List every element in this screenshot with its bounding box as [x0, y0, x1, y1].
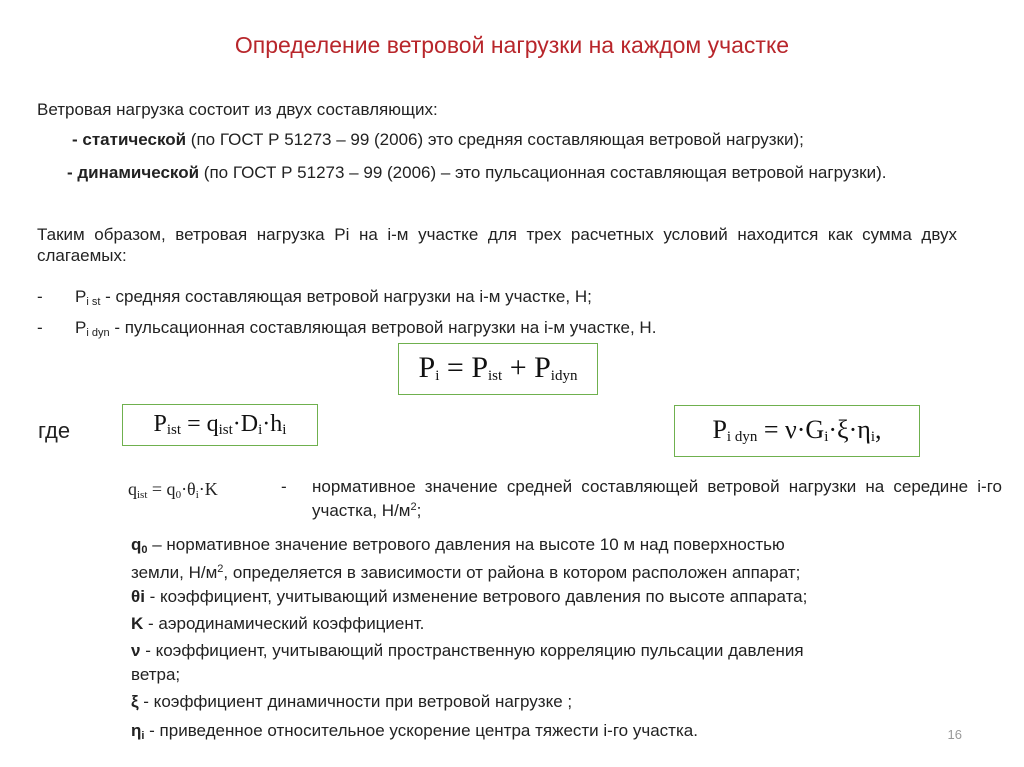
q0-line2 [131, 559, 800, 583]
formula-t2: P [534, 351, 551, 384]
qist-k: ·K [198, 479, 218, 499]
nu-label: ν [131, 641, 141, 660]
q0-line [131, 534, 785, 561]
q0-text3: , определяется в зависимости от района в котором расположен аппарат; [223, 563, 801, 582]
formula-p-sub: i [435, 368, 440, 384]
q0-sup: 2 [217, 563, 224, 575]
qist-theta: ·θ [181, 479, 196, 499]
formula-pist-box [122, 404, 318, 446]
q0-text: – нормативное значение ветрового давления на высоте 10 м над поверхностью [147, 535, 785, 554]
k-label: K [131, 614, 144, 633]
pidyn-p: P [712, 415, 727, 444]
bullet-pist-text: - средняя составляющая ветровой нагрузки на i-м участке, Н; [100, 287, 592, 306]
dynamic-term: - динамической [67, 163, 200, 182]
pist-h-sub: i [282, 422, 287, 438]
dynamic-line [37, 162, 989, 183]
q0-text2: земли, Н/м [131, 563, 218, 582]
nu-text: - коэффициент, учитывающий пространственную корреляцию пульсации давления [140, 641, 804, 660]
bullet-dash-1: - [37, 287, 43, 306]
xi-text: - коэффициент динамичности при ветровой нагрузке ; [138, 692, 573, 711]
bullet-pidyn-symbol: P [75, 318, 87, 337]
pist-p: P [153, 411, 167, 437]
pist-q: = q [181, 411, 219, 437]
theta-label: θi [131, 587, 145, 606]
q0-label: q [131, 535, 142, 554]
bullet-pist-symbol: P [75, 287, 87, 306]
formula-plus: + [502, 351, 535, 384]
k-line [131, 613, 424, 634]
eta-label: η [131, 721, 142, 740]
eta-sub: i [141, 730, 145, 742]
static-term: - статической [72, 130, 187, 149]
theta-line [131, 586, 807, 607]
static-desc: (по ГОСТ Р 51273 – 99 (2006) это средняя составляющая ветровой нагрузки); [186, 130, 804, 149]
main-formula-box [398, 343, 598, 395]
qist-theta-sub: i [195, 489, 199, 501]
q-desc-sup: 2 [410, 501, 417, 513]
nu-line [131, 640, 804, 661]
page-title: Определение ветровой нагрузки на каждом участке [234, 32, 790, 58]
xi-label: ξ [131, 692, 139, 711]
nu-line2: ветра; [131, 665, 181, 684]
q-desc [312, 476, 1002, 521]
static-line [72, 129, 804, 150]
q0-sub: 0 [141, 544, 148, 556]
q-desc-text: нормативное значение средней составляющей ветровой нагрузки на середине i-го участка, Н/м [312, 477, 1002, 520]
where-label: где [38, 418, 71, 443]
eta-text: - приведенное относительное ускорение центра тяжести i-го участка. [144, 721, 698, 740]
pidyn-p-sub: i dyn [726, 429, 758, 445]
xi-line [131, 691, 572, 712]
bullet-pidyn-subscript: i dyn [86, 327, 110, 339]
qist-q: q [128, 479, 137, 499]
eta-line [131, 720, 698, 747]
formula-p: P [418, 351, 436, 384]
thus-text: Таким образом, ветровая нагрузка Pi на i-м участке для трех расчетных условий находится как сумма двух слагаемых: [37, 225, 957, 265]
pidyn-eta-sub: i [870, 429, 876, 445]
formula-pidyn-box [674, 405, 920, 457]
formula-t1: P [471, 351, 488, 384]
dynamic-desc: (по ГОСТ Р 51273 – 99 (2006) – это пульсационная составляющая ветровой нагрузки). [199, 163, 887, 182]
q-desc-end: ; [416, 501, 422, 520]
formula-eq: = [439, 351, 472, 384]
q-dash: - [281, 477, 287, 496]
page-number: 16 [947, 727, 962, 742]
pist-q-sub: ist [218, 422, 233, 438]
k-text: - аэродинамический коэффициент. [143, 614, 425, 633]
qist-q-sub: ist [137, 489, 148, 501]
theta-text: - коэффициент, учитывающий изменение ветрового давления по высоте аппарата; [144, 587, 808, 606]
bullet-pist [75, 286, 592, 313]
pist-d-sub: i [258, 422, 263, 438]
pidyn-g: = ν·G [757, 415, 825, 444]
bullet-pidyn-text: - пульсационная составляющая ветровой нагрузки на i-м участке, Н. [109, 318, 657, 337]
formula-qist [128, 478, 218, 506]
pidyn-comma: , [875, 415, 882, 444]
pidyn-g-sub: i [824, 429, 829, 445]
bullet-pidyn [75, 317, 656, 344]
qist-eq: = q [147, 479, 176, 499]
pist-d: ·D [232, 411, 259, 437]
pist-p-sub: ist [166, 422, 182, 438]
formula-t2-sub: idyn [550, 368, 578, 384]
pist-h: ·h [262, 411, 283, 437]
intro-text: Ветровая нагрузка состоит из двух составляющих: [37, 100, 438, 119]
formula-t1-sub: ist [488, 368, 503, 384]
bullet-pist-subscript: i st [86, 296, 101, 308]
bullet-dash-2: - [37, 318, 43, 337]
pidyn-xi-eta: ·ξ·η [828, 415, 871, 444]
qist-q0-sub: 0 [175, 489, 182, 501]
